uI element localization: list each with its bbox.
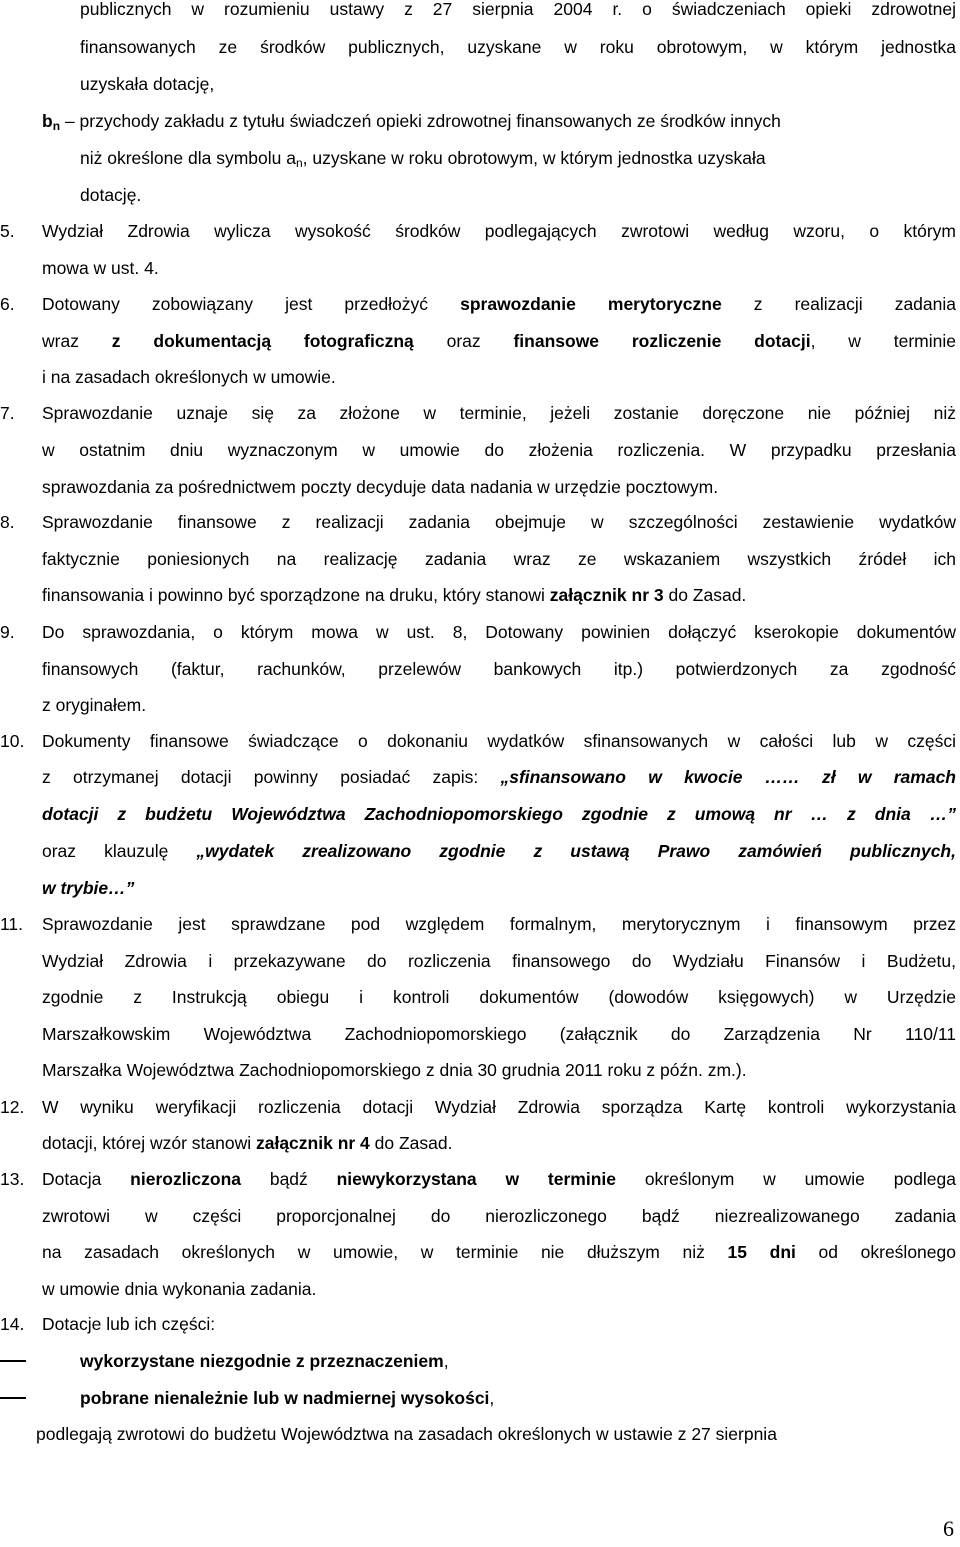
item-5-line-2: mowa w ust. 4. — [42, 258, 159, 278]
item-7-number: 7. — [0, 403, 15, 423]
item-7-line-1: Sprawozdanie uznaje się za złożone w terminie, jeżeli zostanie doręczone nie później niż — [42, 403, 956, 423]
dash-bullet — [0, 1397, 26, 1399]
dash-bullet — [0, 1360, 26, 1362]
item-14-tail: podlegają zwrotowi do budżetu Województwa na zasadach określonych w ustawie z 27 sierpnia — [36, 1424, 777, 1444]
item-14-bullet-1: wykorzystane niezgodnie z przeznaczeniem, — [0, 1350, 600, 1372]
item-13-line-2: zwrotowi w części proporcjonalnej do nierozliczonego bądź niezrealizowanego zadania — [42, 1206, 956, 1226]
item-14-line-1: Dotacje lub ich części: — [42, 1314, 216, 1334]
item-11-line-3: zgodnie z Instrukcją obiegu i kontroli dokumentów (dowodów księgowych) w Urzędzie — [42, 987, 956, 1007]
item-11-line-2: Wydział Zdrowia i przekazywane do rozliczenia finansowego do Wydziału Finansów i Budżetu, — [42, 951, 956, 971]
item-6-number: 6. — [0, 294, 15, 314]
item-11-line-4: Marszałkowskim Województwa Zachodniopomorskiego (załącznik do Zarządzenia Nr 110/11 — [42, 1024, 956, 1044]
item-10-number: 10. — [0, 731, 25, 751]
item-10-line-4: oraz klauzulę „wydatek zrealizowano zgodnie z ustawą Prawo zamówień publicznych, — [42, 841, 956, 861]
item-9-line-1: Do sprawozdania, o którym mowa w ust. 8, Dotowany powinien dołączyć kserokopie dokumentów — [42, 622, 956, 642]
item-9-line-2: finansowych (faktur, rachunków, przelewów bankowych itp.) potwierdzonych za zgodność — [42, 659, 956, 679]
item-8-line-2: faktycznie poniesionych na realizację zadania wraz ze wskazaniem wszystkich źródeł ich — [42, 549, 956, 569]
item-10-line-2: z otrzymanej dotacji powinny posiadać zapis: „sfinansowano w kwocie …… zł w ramach — [42, 767, 956, 787]
item-9-line-3: z oryginałem. — [42, 695, 147, 715]
intro-line-1: publicznych w rozumieniu ustawy z 27 sierpnia 2004 r. o świadczeniach opieki zdrowotnej — [80, 0, 956, 19]
item-11-line-1: Sprawozdanie jest sprawdzane pod względem formalnym, merytorycznym i finansowym przez — [42, 914, 956, 934]
item-12-line-2: dotacji, której wzór stanowi załącznik nr 4 do Zasad. — [42, 1133, 453, 1153]
item-5-line-1: Wydział Zdrowia wylicza wysokość środków podlegających zwrotowi według wzoru, o którym — [42, 221, 956, 241]
item-12-number: 12. — [0, 1097, 25, 1117]
intro-bn-line: $b_n$ – przychody zakładu z tytułu świadczeń opieki zdrowotnej finansowanych ze środków innych — [42, 111, 781, 133]
item-13-line-1: Dotacja nierozliczona bądź niewykorzystana w terminie określonym w umowie podlega — [42, 1169, 956, 1189]
item-13-line-3: na zasadach określonych w umowie, w terminie nie dłuższym niż 15 dni od określonego — [42, 1242, 956, 1262]
item-7-line-2: w ostatnim dniu wyznaczonym w umowie do złożenia rozliczenia. W przypadku przesłania — [42, 440, 956, 460]
item-10-line-3: dotacji z budżetu Województwa Zachodniopomorskiego zgodnie z umową nr … z dnia …” — [42, 804, 956, 824]
item-8-line-3: finansowania i powinno być sporządzone na druku, który stanowi załącznik nr 3 do Zasad. — [42, 585, 747, 605]
item-8-number: 8. — [0, 512, 15, 532]
page-number: 6 — [943, 1516, 954, 1541]
item-12-line-1: W wyniku weryfikacji rozliczenia dotacji Wydział Zdrowia sporządza Kartę kontroli wykorzystania — [42, 1097, 956, 1117]
item-6-line-1: Dotowany zobowiązany jest przedłożyć sprawozdanie merytoryczne z realizacji zadania — [42, 294, 956, 314]
item-7-line-3: sprawozdania za pośrednictwem poczty decyduje data nadania w urzędzie pocztowym. — [42, 477, 719, 497]
item-6-line-2: wraz z dokumentacją fotograficzną oraz finansowe rozliczenie dotacji, w terminie — [42, 331, 956, 351]
intro-line-3: uzyskała dotację, — [80, 74, 215, 94]
item-5-number: 5. — [0, 221, 15, 241]
item-14-bullet-2: pobrane nienależnie lub w nadmiernej wysokości, — [0, 1387, 600, 1409]
item-11-line-5: Marszałka Województwa Zachodniopomorskiego z dnia 30 grudnia 2011 roku z późn. zm.). — [42, 1060, 747, 1080]
item-11-number: 11. — [0, 914, 24, 934]
item-13-number: 13. — [0, 1169, 25, 1189]
item-9-number: 9. — [0, 622, 15, 642]
item-6-line-3: i na zasadach określonych w umowie. — [42, 367, 336, 387]
item-8-line-1: Sprawozdanie finansowe z realizacji zadania obejmuje w szczególności zestawienie wydatków — [42, 512, 956, 532]
item-13-line-4: w umowie dnia wykonania zadania. — [42, 1279, 317, 1299]
intro-line-5: niż określone dla symbolu $a_n$, uzyskane w roku obrotowym, w którym jednostka uzyskała — [80, 148, 766, 170]
item-10-line-1: Dokumenty finansowe świadczące o dokonaniu wydatków sfinansowanych w całości lub w części — [42, 731, 956, 751]
intro-line-6: dotację. — [80, 185, 142, 205]
item-10-line-5: w trybie…” — [42, 878, 135, 898]
intro-line-2: finansowanych ze środków publicznych, uzyskane w roku obrotowym, w którym jednostka — [80, 37, 956, 57]
item-14-number: 14. — [0, 1314, 25, 1334]
